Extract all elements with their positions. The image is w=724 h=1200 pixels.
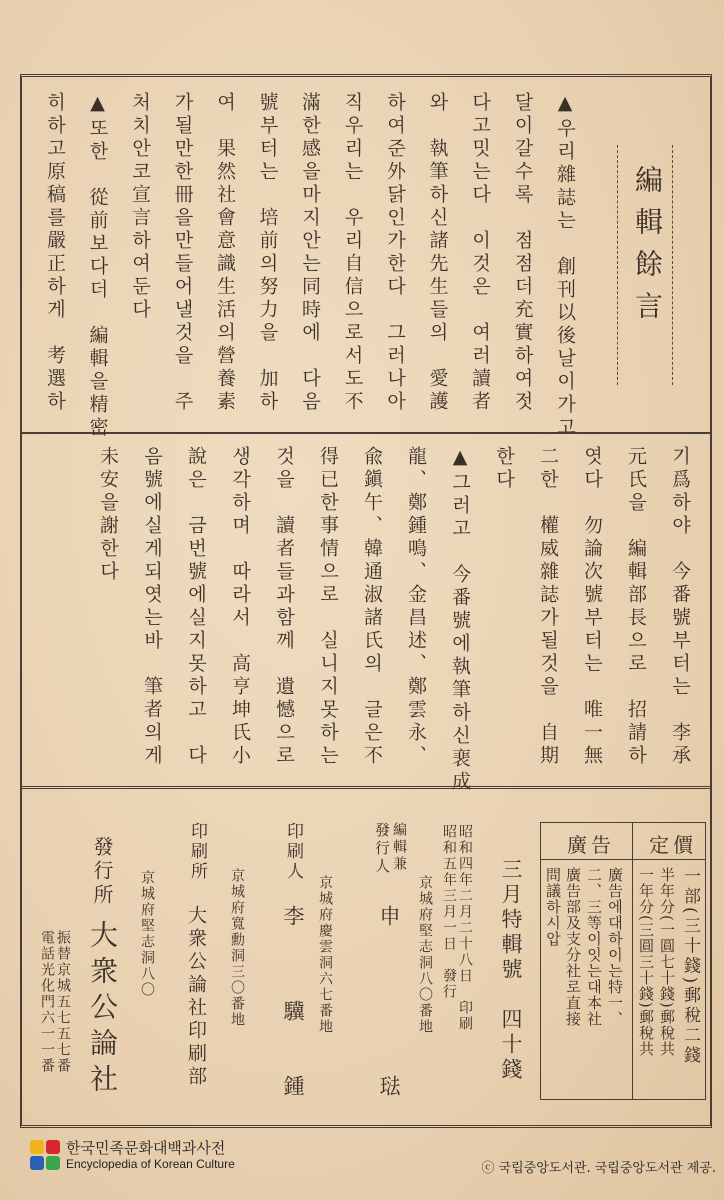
print-shop-name: 大衆公論社印刷部 xyxy=(185,905,207,1089)
text-column: 달이갈수록 점점더充實하여젓 xyxy=(511,92,534,414)
text-column: 것을 讀者들과함께 遺憾으로 xyxy=(273,446,295,768)
text-column: 가될만한冊을만들어낼것을 주 xyxy=(171,92,194,414)
printer-label: 印刷人 xyxy=(283,822,303,882)
text-column: 히하고原稿를嚴正하게 考選하 xyxy=(44,92,66,414)
printer-address: 京城府慶雲洞六七番地 xyxy=(317,875,333,1035)
text-column: 엿다 勿論次號부터는 唯一無 xyxy=(581,446,603,768)
ad-line: 廣告에대하이는特一、 xyxy=(606,867,624,1027)
text-column: 기爲하야 今番號부터는 李承 xyxy=(669,446,691,768)
text-column: 음號에실게되엿는바 筆者의게 xyxy=(141,446,163,768)
text-column: 兪鎭午、韓通淑諸氏의 글은不 xyxy=(361,446,383,768)
text-column: 號부터는 培前의努力을 加하 xyxy=(256,92,279,414)
section-divider-top xyxy=(20,432,710,434)
price-line: 一部(三十錢)郵稅二錢 xyxy=(680,867,700,1067)
copyright-credit: ⓒ 국립중앙도서관. 국립중앙도서관 제공. xyxy=(481,1161,716,1176)
print-shop-address: 京城府寬勳洞三〇番地 xyxy=(229,868,245,1028)
publisher-name: 大衆公論社 xyxy=(86,920,119,1100)
published-date: 昭和五年三月一日 發行 xyxy=(441,824,457,1000)
text-column: 직우리는 우리自信으로서도不 xyxy=(341,92,364,414)
text-column: 元氏을 編輯部長으로 招請하 xyxy=(625,446,647,768)
transfer-account: 振替京城五七五七番 xyxy=(55,930,71,1074)
text-column: 와 執筆하신諸先生들의 愛護 xyxy=(426,92,449,414)
section-divider-bottom xyxy=(20,786,710,789)
logo-text-english: Encyclopedia of Korean Culture xyxy=(66,1156,235,1171)
text-column: 여 果然社會意識生活의營養素 xyxy=(214,92,236,414)
price-line: 一年分(三圓三十錢)郵稅共 xyxy=(637,867,655,1057)
ad-line: 問議하시압 xyxy=(544,867,562,947)
text-column: ▲우리雜誌는 創刊以後날이가고 xyxy=(554,92,576,440)
text-column: 滿한感을마지안는同時에 다음 xyxy=(299,92,321,414)
price-line: 半年分(一圓七十錢)郵稅共 xyxy=(658,867,676,1057)
printer-name: 李 xyxy=(281,905,305,930)
text-column: 하여준外닭인가한다 그러나아 xyxy=(384,92,406,414)
text-column: 二한 權威雜誌가될것을 自期 xyxy=(537,446,559,768)
issue-price: 三月特輯號 四十錢 xyxy=(499,858,523,1083)
logo-icon xyxy=(30,1140,60,1170)
price-box-title: 定價 xyxy=(649,833,697,857)
advertising-box xyxy=(540,822,633,1100)
ad-line: 二、三等이잇는대本社 xyxy=(585,867,603,1027)
text-column: ▲또한 從前보다더 編輯을精密 xyxy=(86,92,109,440)
printer-name: 鍾 xyxy=(281,1075,305,1100)
print-shop-label: 印刷所 xyxy=(187,822,207,882)
text-column: 說은 금번號에실지못하고 다 xyxy=(185,446,207,768)
editor-label: 編輯兼 xyxy=(391,822,407,873)
publisher-address: 京城府堅志洞八〇 xyxy=(139,870,155,998)
text-column: 다고밋는다 이것은 여러讀者 xyxy=(469,92,491,414)
editor-name: 琺 xyxy=(377,1075,401,1100)
logo-text-korean: 한국민족문화대백과사전 xyxy=(66,1139,226,1157)
text-column: ▲그러고 今番號에執筆하신裵成 xyxy=(449,446,471,794)
text-column: 未安을謝한다 xyxy=(97,446,119,584)
telephone: 電話光化門六一一番 xyxy=(39,930,55,1074)
editorial-title: 編輯餘言 xyxy=(631,165,664,333)
editor-label-2: 發行人 xyxy=(373,822,391,876)
encyclopedia-logo xyxy=(30,1140,235,1171)
ad-line: 廣告部及支分社로直接 xyxy=(564,867,582,1027)
text-column: 생각하며 따라서 高亨坤氏小 xyxy=(229,446,251,768)
text-column: 得已한事情으로 실니지못하는 xyxy=(317,446,339,768)
printer-name: 驥 xyxy=(281,1000,305,1025)
text-column: 한다 xyxy=(493,446,515,492)
text-column: 처치안코宣言하여둔다 xyxy=(129,92,151,322)
editor-name: 申 xyxy=(377,905,401,930)
printed-date: 昭和四年二月二十八日 印刷 xyxy=(457,824,473,1032)
price-box xyxy=(632,822,706,1100)
text-column: 龍、鄭鍾鳴、金昌述、鄭雲永、 xyxy=(405,446,427,768)
editor-address: 京城府堅志洞八〇番地 xyxy=(417,875,433,1035)
advertising-box-title: 廣告 xyxy=(567,833,615,857)
publisher-label: 發行所 xyxy=(90,836,114,908)
